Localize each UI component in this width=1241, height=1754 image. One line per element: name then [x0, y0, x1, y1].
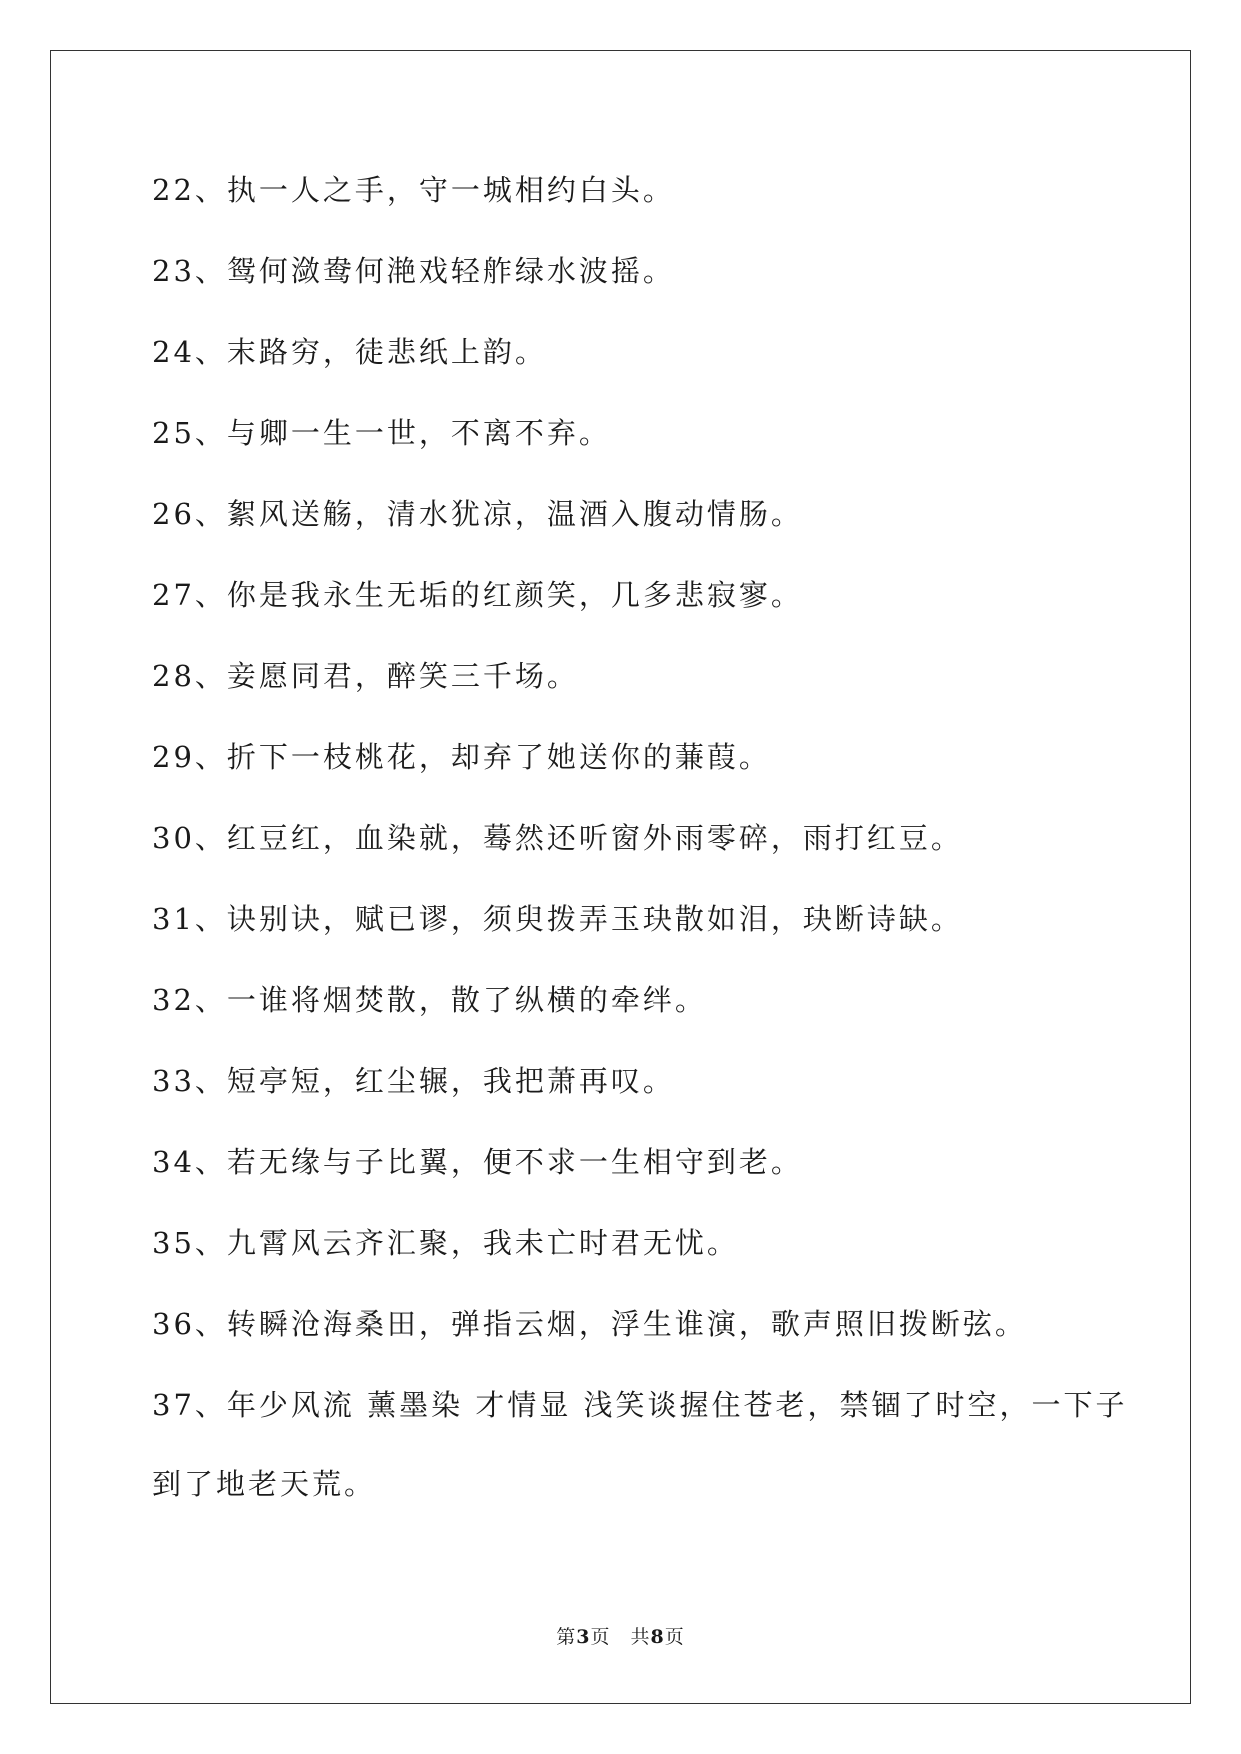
total-page-number: 8 — [650, 1626, 665, 1648]
document-body — [152, 150, 1128, 1525]
text-line-31: 31、诀别诀，赋已谬，须臾拨弄玉玦散如泪，玦断诗缺。 — [152, 902, 963, 936]
current-page-number: 3 — [576, 1626, 591, 1648]
page-label-prefix: 第 — [556, 1626, 577, 1648]
text-line-37: 37、年少风流 薰墨染 才情显 浅笑谈握住苍老，禁锢了时空，一下子 — [152, 1388, 1128, 1422]
text-line-37-continued: 到了地老天荒。 — [152, 1467, 377, 1501]
text-line-22: 22、执一人之手，守一城相约白头。 — [152, 173, 675, 207]
text-line-36: 36、转瞬沧海桑田，弹指云烟，浮生谁演，歌声照旧拨断弦。 — [152, 1307, 1027, 1341]
text-line-35: 35、九霄风云齐汇聚，我未亡时君无忧。 — [152, 1226, 739, 1260]
page-footer — [0, 1622, 1241, 1649]
text-line-34: 34、若无缘与子比翼，便不求一生相守到老。 — [152, 1145, 803, 1179]
text-line-23: 23、鸳何潋鸯何滟戏轻舴绿水波摇。 — [152, 254, 675, 288]
text-line-32: 32、一谁将烟焚散，散了纵横的牵绊。 — [152, 983, 707, 1017]
text-line-24: 24、末路穷，徒悲纸上韵。 — [152, 335, 547, 369]
text-line-28: 28、妾愿同君，醉笑三千场。 — [152, 659, 579, 693]
text-line-33: 33、短亭短，红尘辗，我把萧再叹。 — [152, 1064, 675, 1098]
text-line-25: 25、与卿一生一世，不离不弃。 — [152, 416, 611, 450]
page-label-suffix: 页 — [664, 1626, 685, 1648]
text-line-26: 26、絮风送觞，清水犹凉，温酒入腹动情肠。 — [152, 497, 803, 531]
text-line-30: 30、红豆红，血染就，蓦然还听窗外雨零碎，雨打红豆。 — [152, 821, 963, 855]
page-label-middle: 页 共 — [590, 1626, 651, 1648]
text-line-27: 27、你是我永生无垢的红颜笑，几多悲寂寥。 — [152, 578, 803, 612]
text-line-29: 29、折下一枝桃花，却弃了她送你的蒹葭。 — [152, 740, 771, 774]
